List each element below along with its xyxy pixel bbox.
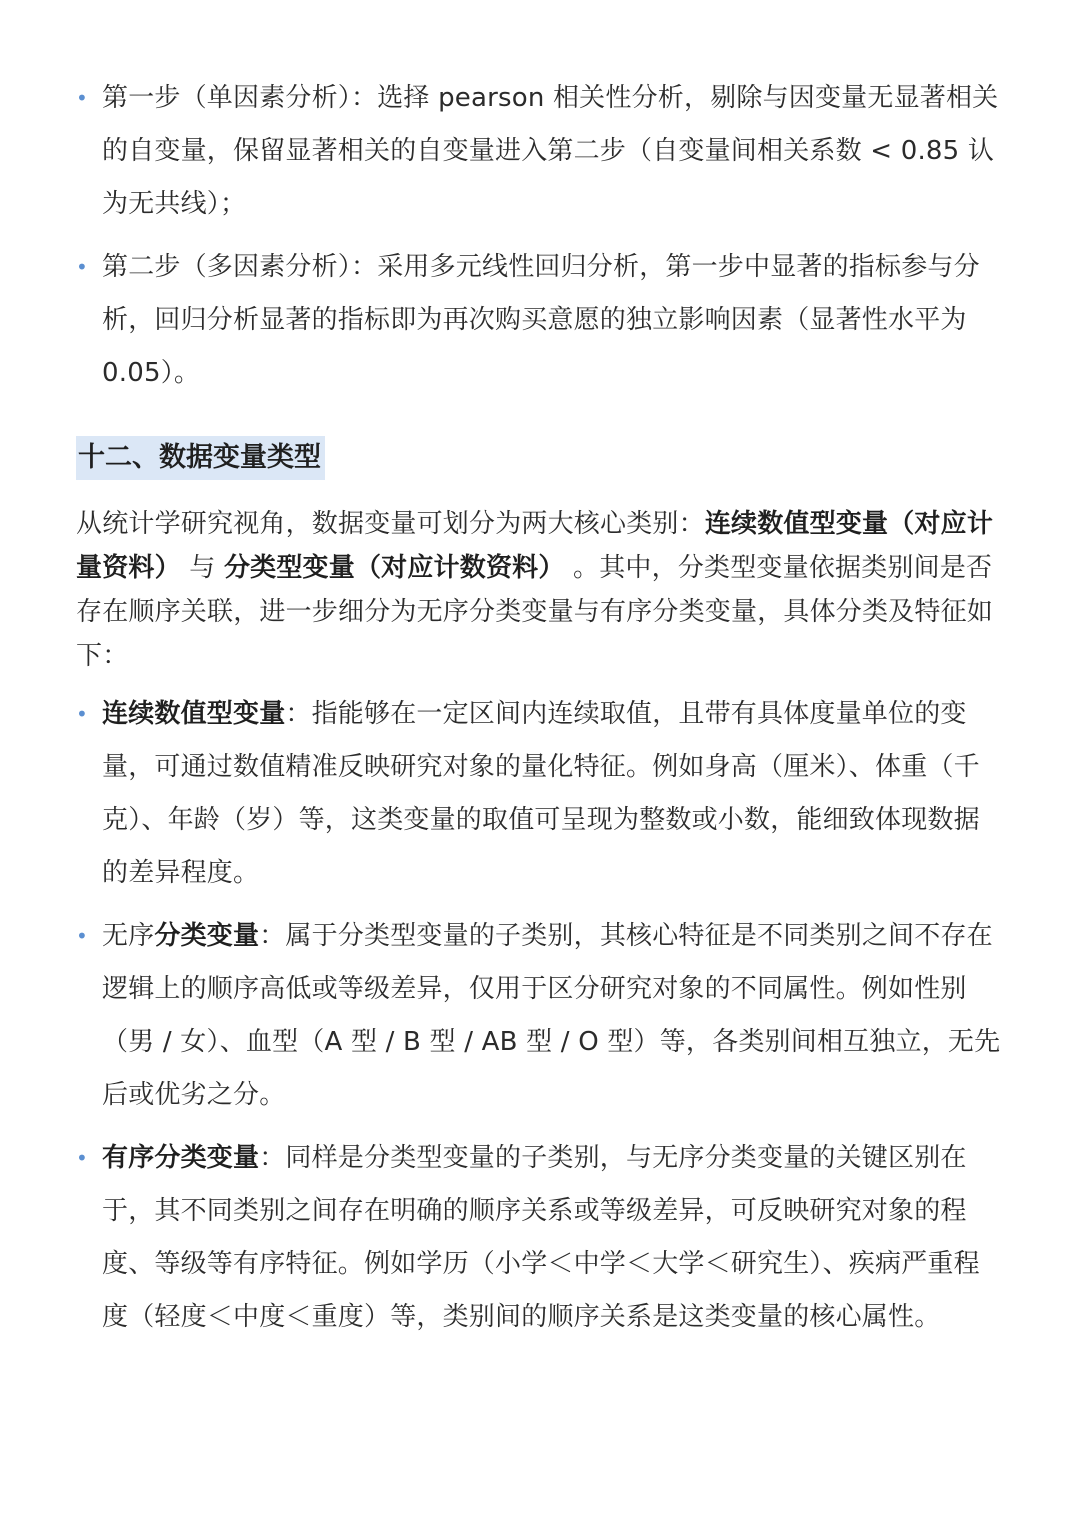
bullet-icon: • — [76, 1146, 88, 1170]
type-description: ：指能够在一定区间内连续取值，且带有具体度量单位的变量，可通过数值精准反映研究对象的量化特征。例如身高（厘米）、体重（千克）、年龄（岁）等，这类变量的取值可呈现为整数或小数，能细致体现数据的差异程度。 — [102, 699, 980, 888]
section-heading-wrapper — [76, 436, 1002, 480]
section-heading: 十二、数据变量类型 — [76, 436, 325, 480]
bullet-icon: • — [76, 702, 88, 726]
intro-text: 。其中，分类型变量依据类别间是否存在顺序关联，进一步细分为无序分类变量与有序分类变量，具体分类及特征如下： — [76, 553, 994, 671]
intro-text: 从统计学研究视角，数据变量可划分为两大核心类别： — [76, 509, 705, 539]
intro-paragraph — [76, 502, 1002, 678]
list-item — [76, 241, 1002, 400]
intro-bold-term: 分类型变量（对应计数资料） — [223, 553, 565, 583]
bullet-icon: • — [76, 86, 88, 110]
step-text: 第一步（单因素分析）：选择 pearson 相关性分析，剔除与因变量无显著相关的自变量，保留显著相关的自变量进入第二步（自变量间相关系数 < 0.85 认为无共线）； — [102, 83, 999, 219]
step-text: 第二步（多因素分析）：采用多元线性回归分析，第一步中显著的指标参与分析，回归分析显著的指标即为再次购买意愿的独立影响因素（显著性水平为 0.05）。 — [102, 252, 980, 388]
intro-bold-term: 连续数值型变量（对应计量资料） — [76, 509, 994, 583]
list-item — [76, 910, 1002, 1122]
variable-types-list — [76, 688, 1002, 1344]
bullet-icon: • — [76, 255, 88, 279]
type-description: ：同样是分类型变量的子类别，与无序分类变量的关键区别在于，其不同类别之间存在明确的顺序关系或等级差异，可反映研究对象的程度、等级等有序特征。例如学历（小学＜中学＜大学＜研究生）、疾病严重程度（轻度＜中度＜重度）等，类别间的顺序关系是这类变量的核心属性。 — [102, 1143, 980, 1332]
list-item — [76, 688, 1002, 900]
type-term: 有序分类变量 — [102, 1143, 260, 1173]
type-description: ：属于分类型变量的子类别，其核心特征是不同类别之间不存在逻辑上的顺序高低或等级差异，仅用于区分研究对象的不同属性。例如性别（男 / 女）、血型（A 型 / B 型 / AB 型 / O 型）等，各类别间相互独立，无先后或优劣之分。 — [102, 921, 1001, 1110]
type-term: 分类变量 — [154, 921, 260, 951]
type-prefix: 无序 — [102, 921, 155, 951]
type-term: 连续数值型变量 — [102, 699, 286, 729]
bullet-icon: • — [76, 924, 88, 948]
intro-text: 与 — [180, 553, 224, 583]
list-item — [76, 72, 1002, 231]
analysis-steps-list — [76, 72, 1002, 400]
list-item — [76, 1132, 1002, 1344]
